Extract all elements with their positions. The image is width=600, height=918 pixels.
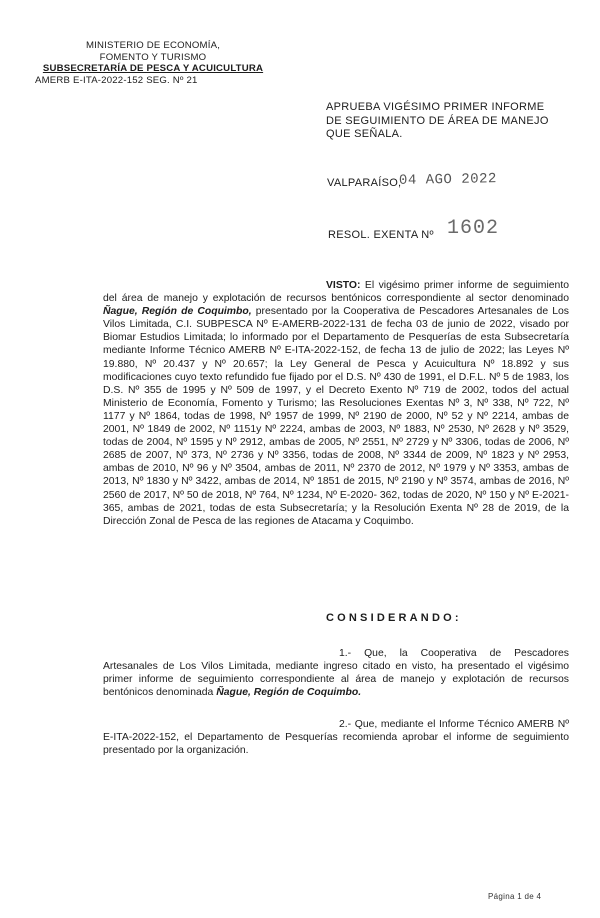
visto-section xyxy=(103,279,569,528)
subsecretaria-line: SUBSECRETARÍA DE PESCA Y ACUICULTURA xyxy=(42,63,264,74)
issuer-header xyxy=(28,40,278,86)
resolution-label: RESOL. EXENTA Nº xyxy=(328,229,434,241)
visto-text-1: El vigésimo primer informe de seguimiento del área de manejo y explotación de recursos bentónicos correspondiente al sector denominado xyxy=(103,280,569,305)
visto-paragraph xyxy=(103,279,569,528)
considerando-paragraph-1 xyxy=(103,647,569,699)
reference-line: AMERB E-ITA-2022-152 SEG. Nº 21 xyxy=(35,74,198,86)
considerando-1-sector: Ñague, Región de Coquimbo. xyxy=(216,687,362,699)
subject-line-3: QUE SEÑALA. xyxy=(326,128,403,140)
subject-line-1: APRUEBA VIGÉSIMO PRIMER INFORME xyxy=(326,101,545,113)
considerando-1-body xyxy=(103,647,569,699)
visto-label: VISTO: xyxy=(326,280,361,291)
subject-line-2: DE SEGUIMIENTO DE ÁREA DE MANEJO xyxy=(326,114,549,127)
resolution-subject xyxy=(326,101,549,142)
visto-text-2: presentado por la Cooperativa de Pescadores Artesanales de Los Vilos Limitada, C.I. SUBPESCA Nº E-AMERB-2022-131 de fecha 03 de junio de 2022, visado por Biomar Estudios Limitada; lo informado por el Departamento de Pesquerías de esta Subsecretaría mediante Informe Técnico AMERB Nº E-ITA-2022-152, de fecha 13 de julio de 2022; las Leyes Nº 19.880, Nº 20.437 y Nº 20.657; la Ley General de Pesca y Acuicultura Nº 18.892 y sus modificaciones cuyo texto refundido fue fijado por el D.S. Nº 430 de 1991, el D.F.L. Nº 5 de 1983, los D.S. Nº 355 de 1995 y Nº 509 de 1997, y el Decreto Exento Nº 719 de 2002, todos del actual Ministerio de Economía, Fomento y Turismo; las Resoluciones Exentas Nº 3, Nº 338, Nº 722, Nº 1177 y Nº 1864, todas de 1998, Nº 1957 de 1999, Nº 2190 de 2000, Nº 52 y Nº 2214, ambas de 2001, Nº 1849 de 2002, Nº 1151y Nº 2224, ambas de 2003, Nº 1883, Nº 2530, Nº 2628 y Nº 3529, todas de 2004, Nº 1595 y Nº 2912, ambas de 2005, Nº 2551, Nº 2729 y Nº 3306, todas de 2006, Nº 2685 de 2007, Nº 373, Nº 2736 y Nº 3356, todas de 2008, Nº 3344 de 2009, Nº 1823 y Nº 2953, ambas de 2010, Nº 96 y Nº 3504, ambas de 2011, Nº 2370 de 2012, Nº 1979 y Nº 3353, ambas de 2013, Nº 1830 y Nº 3422, ambas de 2014, Nº 1851 de 2015, Nº 2190 y Nº 3574, ambas de 2016, Nº 2560 de 2017, Nº 50 de 2018, Nº 764, Nº 1234, Nº E-2020- 362, todas de 2020, Nº 150 y Nº E-2021-365, ambas de 2021, todas de esta Subsecretaría; y la Resolución Exenta Nº 28 de 2019, de la Dirección Zonal de Pesca de las regiones de Atacama y Coquimbo. xyxy=(103,306,569,527)
considerando-2-text: 2.- Que, mediante el Informe Técnico AMERB Nº E-ITA-2022-152, el Departamento de Pesquerías recomienda aprobar el informe de seguimiento presentado por la organización. xyxy=(103,719,569,757)
considerando-heading: CONSIDERANDO: xyxy=(326,612,462,624)
ministry-line-1: MINISTERIO DE ECONOMÍA, xyxy=(85,40,221,51)
visto-sector-name: Ñague, Región de Coquimbo, xyxy=(103,306,252,318)
page-number: Página 1 de 4 xyxy=(488,892,542,901)
considerando-1-text: 1.- Que, la Cooperativa de Pescadores Artesanales de Los Vilos Limitada, mediante ingreso citado en visto, ha presentado el vigésimo primer informe de seguimiento correspondiente al área de manejo y explotación de recursos bentónicos denominada xyxy=(103,648,569,699)
date-stamp: 04 AGO 2022 xyxy=(398,171,498,189)
place-label: VALPARAÍSO, xyxy=(327,177,402,189)
resolution-number-stamp: 1602 xyxy=(447,217,500,240)
ministry-line-2: FOMENTO Y TURISMO xyxy=(99,51,207,63)
considerando-paragraph-2 xyxy=(103,718,569,757)
